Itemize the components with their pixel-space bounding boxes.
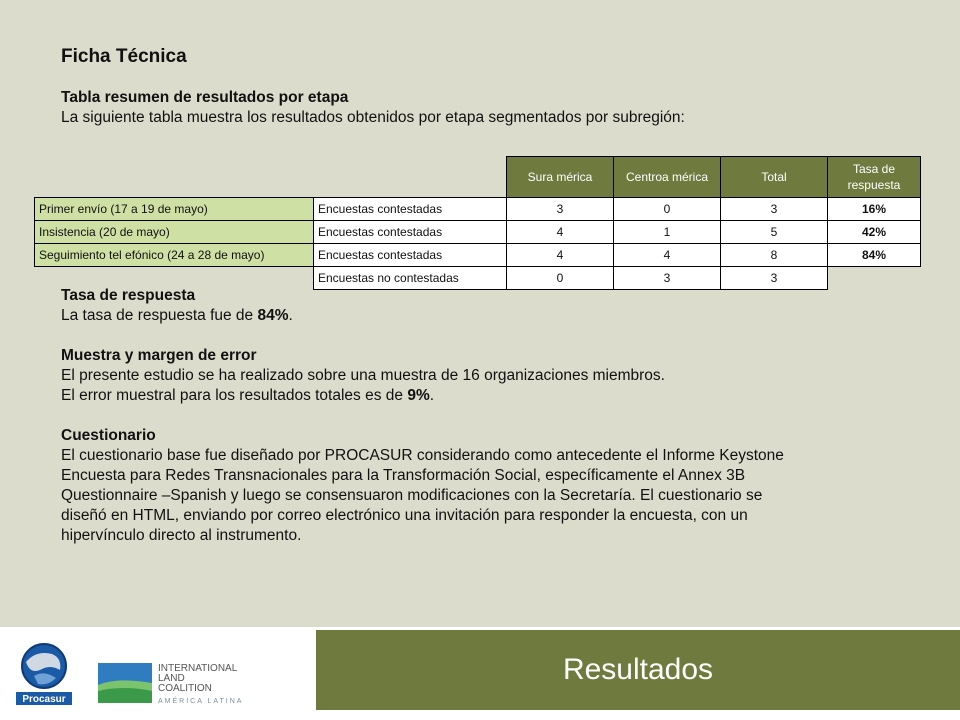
table-row — [35, 221, 921, 244]
desc-cell: Encuestas no contestadas — [314, 267, 507, 290]
questionnaire-line-1: El cuestionario base fue diseñado por PROCASUR considerando como antecedente el Informe Keystone — [61, 447, 784, 464]
table-row-no-answer — [35, 267, 921, 290]
total-cell: 5 — [721, 221, 828, 244]
rate-cell: 84% — [828, 244, 921, 267]
ilc-logo-subtitle: AMÉRICA LATINA — [158, 698, 244, 705]
sample-text-2: El error muestral para los resultados totales es de 9%. — [61, 387, 435, 404]
procasur-logo-text: Procasur — [22, 694, 66, 705]
centroamerica-cell: 0 — [614, 198, 721, 221]
blank-cell — [828, 267, 921, 290]
header-centroamerica: Centroa mérica — [614, 157, 721, 198]
main-content — [61, 46, 921, 546]
questionnaire-heading: Cuestionario — [61, 427, 156, 444]
table-summary-text: La siguiente tabla muestra los resultados obtenidos por etapa segmentados por subregión: — [61, 109, 685, 126]
desc-cell: Encuestas contestadas — [314, 221, 507, 244]
procasur-logo — [12, 640, 76, 708]
header-total: Total — [721, 157, 828, 198]
table-row — [35, 198, 921, 221]
page-title: Ficha Técnica — [61, 46, 187, 67]
results-table — [34, 156, 921, 290]
blank-cell — [35, 157, 314, 198]
total-cell: 3 — [721, 267, 828, 290]
stage-cell: Primer envío (17 a 19 de mayo) — [35, 198, 314, 221]
rate-cell: 42% — [828, 221, 921, 244]
table-row — [35, 244, 921, 267]
desc-cell: Encuestas contestadas — [314, 244, 507, 267]
suramerica-cell: 4 — [507, 221, 614, 244]
header-suramerica: Sura mérica — [507, 157, 614, 198]
suramerica-cell: 4 — [507, 244, 614, 267]
footer-bottom-strip — [316, 710, 960, 720]
questionnaire-line-4: diseñó en HTML, enviando por correo electrónico una invitación para responder la encuesta, con un — [61, 507, 748, 524]
suramerica-cell: 0 — [507, 267, 614, 290]
questionnaire-line-2: Encuesta para Redes Transnacionales para la Transformación Social, específicamente el Annex 3B — [61, 467, 746, 484]
sample-heading: Muestra y margen de error — [61, 347, 257, 364]
response-rate-text: La tasa de respuesta fue de 84%. — [61, 307, 293, 324]
desc-cell: Encuestas contestadas — [314, 198, 507, 221]
centroamerica-cell: 4 — [614, 244, 721, 267]
table-header-row — [35, 157, 921, 198]
ilc-logo-text: INTERNATIONAL LAND COALITION — [158, 663, 238, 694]
total-cell: 3 — [721, 198, 828, 221]
suramerica-cell: 3 — [507, 198, 614, 221]
blank-cell — [35, 267, 314, 290]
questionnaire-line-5: hipervínculo directo al instrumento. — [61, 527, 302, 544]
response-rate-heading: Tasa de respuesta — [61, 287, 196, 304]
section-label: Resultados — [316, 630, 960, 710]
stage-cell: Seguimiento tel efónico (24 a 28 de mayo) — [35, 244, 314, 267]
table-summary-heading: Tabla resumen de resultados por etapa — [61, 89, 349, 106]
centroamerica-cell: 1 — [614, 221, 721, 244]
header-tasa: Tasa de respuesta — [828, 157, 921, 198]
centroamerica-cell: 3 — [614, 267, 721, 290]
questionnaire-line-3: Questionnaire –Spanish y luego se consensuaron modificaciones con la Secretaría. El cuestionario se — [61, 487, 763, 504]
blank-cell — [314, 157, 507, 198]
rate-cell: 16% — [828, 198, 921, 221]
stage-cell: Insistencia (20 de mayo) — [35, 221, 314, 244]
sample-text-1: El presente estudio se ha realizado sobre una muestra de 16 organizaciones miembros. — [61, 367, 665, 384]
total-cell: 8 — [721, 244, 828, 267]
